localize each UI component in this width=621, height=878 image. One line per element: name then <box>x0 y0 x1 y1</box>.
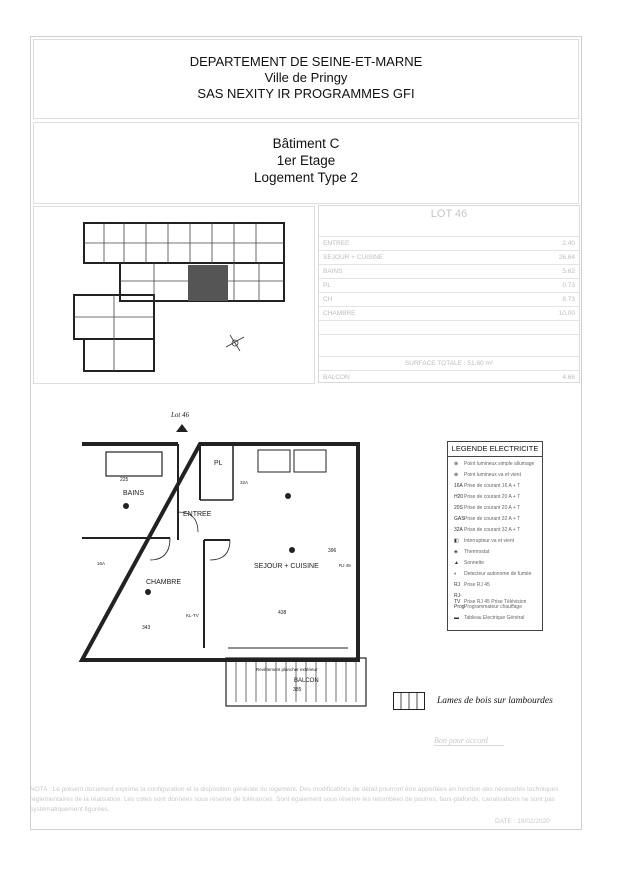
building-name: Bâtiment C <box>272 136 340 151</box>
legend-symbol: ⊗ <box>454 472 459 478</box>
table-row <box>319 334 579 349</box>
total-row <box>319 356 579 371</box>
header-block <box>33 39 579 119</box>
total-label: SURFACE TOTALE : 51.60 m² <box>404 360 494 367</box>
tag-rj45: RJ 45 <box>339 563 351 568</box>
table-row <box>319 250 579 265</box>
legend-text: Thermostat <box>464 549 490 555</box>
legend-symbol: ◐ <box>454 571 458 577</box>
legend-symbol: ▬ <box>454 615 459 621</box>
legend-symbol: ⊗ <box>454 461 459 467</box>
legend-item <box>454 505 520 511</box>
dim-3: 438 <box>278 610 287 616</box>
header-city: Ville de Pringy <box>264 70 348 85</box>
header-company: SAS NEXITY IR PROGRAMMES GFI <box>197 86 415 101</box>
row-value: 26.64 <box>558 254 575 261</box>
legend-text: Point lumineux simple allumage <box>464 461 535 467</box>
room-bains: BAINS <box>123 490 145 497</box>
legend-symbol: RJ <box>454 582 461 588</box>
dim-1: 225 <box>120 477 129 483</box>
tag-16a: 16A <box>97 561 106 566</box>
legend-item <box>454 483 520 489</box>
legend-symbol: RJ-TV <box>454 593 462 605</box>
lot-marker: Lot 46 <box>171 411 190 419</box>
legend-item <box>454 549 489 555</box>
legend-symbol: ◧ <box>454 538 459 544</box>
floor-name: 1er Etage <box>276 153 336 168</box>
legend-text: Prise de courant 32 A + T <box>464 527 521 533</box>
legend-item <box>454 494 520 500</box>
room-balcon: BALCON <box>294 678 319 684</box>
area-table <box>318 205 580 383</box>
row-label: ENTREE <box>323 240 350 247</box>
legend-text: Prise de courant 32 A + T <box>464 516 521 522</box>
legend-item <box>454 461 534 467</box>
table-row <box>319 236 579 251</box>
legend-item <box>454 604 522 610</box>
row-value: 10.00 <box>558 310 575 317</box>
legend-symbol: 16A <box>454 483 463 489</box>
legend-symbol: Prog <box>454 604 465 610</box>
hatch-legend-text: Lames de bois sur lambourdes <box>437 696 553 706</box>
row-value: 0.73 <box>562 282 575 289</box>
legend-text: Sonnette <box>464 560 485 566</box>
balcon-value: 4.66 <box>562 374 575 381</box>
electricity-legend <box>447 441 543 631</box>
table-row <box>319 264 579 279</box>
legend-text: Interrupteur va et vient <box>464 538 515 544</box>
tag-32a: 32A <box>240 480 249 485</box>
signature-label: Bon pour accord <box>434 736 504 746</box>
legend-item <box>454 615 524 621</box>
header-department: DEPARTEMENT DE SEINE-ET-MARNE <box>189 54 423 69</box>
row-label: SEJOUR + CUISINE <box>323 254 384 261</box>
legend-symbol: ▲ <box>454 560 459 566</box>
row-label: CHAMBRE <box>323 310 356 317</box>
table-row <box>319 306 579 321</box>
legend-text: Tableau Electrique Général <box>464 615 525 621</box>
legend-item <box>454 472 521 478</box>
legend-item <box>454 582 490 588</box>
tag-kltv: KL-TV <box>186 613 199 618</box>
legend-symbol: GAS <box>454 516 465 522</box>
room-chambre: CHAMBRE <box>146 579 182 586</box>
legend-symbol: ◈ <box>454 549 458 555</box>
site-plan-drawing <box>34 207 314 383</box>
legend-item <box>454 538 514 544</box>
footer-date: DATE : 18/02/2020 <box>495 818 550 825</box>
row-value: 2.40 <box>562 240 575 247</box>
apartment-plan <box>78 420 368 710</box>
legend-item <box>454 516 520 522</box>
room-pl: PL <box>214 460 223 467</box>
row-value: 5.62 <box>562 268 575 275</box>
hatch-swatch <box>393 692 425 710</box>
legend-text: Programmateur chauffage <box>464 604 522 610</box>
legend-title: LEGENDE ELECTRICITE <box>448 442 542 457</box>
legend-symbol: 32A <box>454 527 463 533</box>
legend-text: Detecteur autonome de fumée <box>464 571 532 577</box>
balcon-note: Revêtement plancher extérieur <box>256 667 318 672</box>
row-label: BAINS <box>323 268 343 275</box>
legend-text: Point lumineux va et vient <box>464 472 521 478</box>
dim-2: 343 <box>142 625 151 631</box>
row-value: 8.73 <box>562 296 575 303</box>
legend-symbol: 20S <box>454 505 463 511</box>
legend-text: Prise de courant 20 A + T <box>464 494 521 500</box>
table-row <box>319 320 579 335</box>
table-row <box>319 278 579 293</box>
dim-5: 385 <box>293 687 302 693</box>
site-plan-panel <box>33 206 315 384</box>
building-block <box>33 122 579 204</box>
row-label: PL <box>323 282 331 289</box>
legend-item <box>454 527 520 533</box>
legend-text: Prise RJ 45 <box>464 582 490 588</box>
balcon-label: BALCON <box>323 374 350 381</box>
dim-4: 396 <box>328 548 337 554</box>
legend-text: Prise de courant 20 A + T <box>464 505 521 511</box>
legend-text: Prise de courant 16 A + T <box>464 483 521 489</box>
balcon-row <box>319 370 579 384</box>
dwelling-type: Logement Type 2 <box>253 170 359 185</box>
legend-text: Prise RJ 45 Prise Télévision <box>464 599 527 605</box>
legend-symbol: H20 <box>454 494 464 500</box>
room-entree: ENTREE <box>183 511 212 518</box>
lot-title: LOT 46 <box>430 208 468 220</box>
table-row <box>319 292 579 307</box>
legend-item <box>454 571 532 577</box>
room-sejour: SEJOUR + CUISINE <box>254 563 319 570</box>
footer-note: NOTA : Le présent document exprime la configuration et la disposition générale du logement. Des modifications de détail pourront être apportées en fonction des nécessités techniques réglementaires de la réalisation. Les cotes sont données sous réserve de tolérances. Sont également sous réserve les retombées de poutres, faux-plafonds, canalisations ne sont pas systématiquement figurées. <box>30 786 559 813</box>
legend-item <box>454 560 484 566</box>
row-label: CH <box>323 296 333 303</box>
